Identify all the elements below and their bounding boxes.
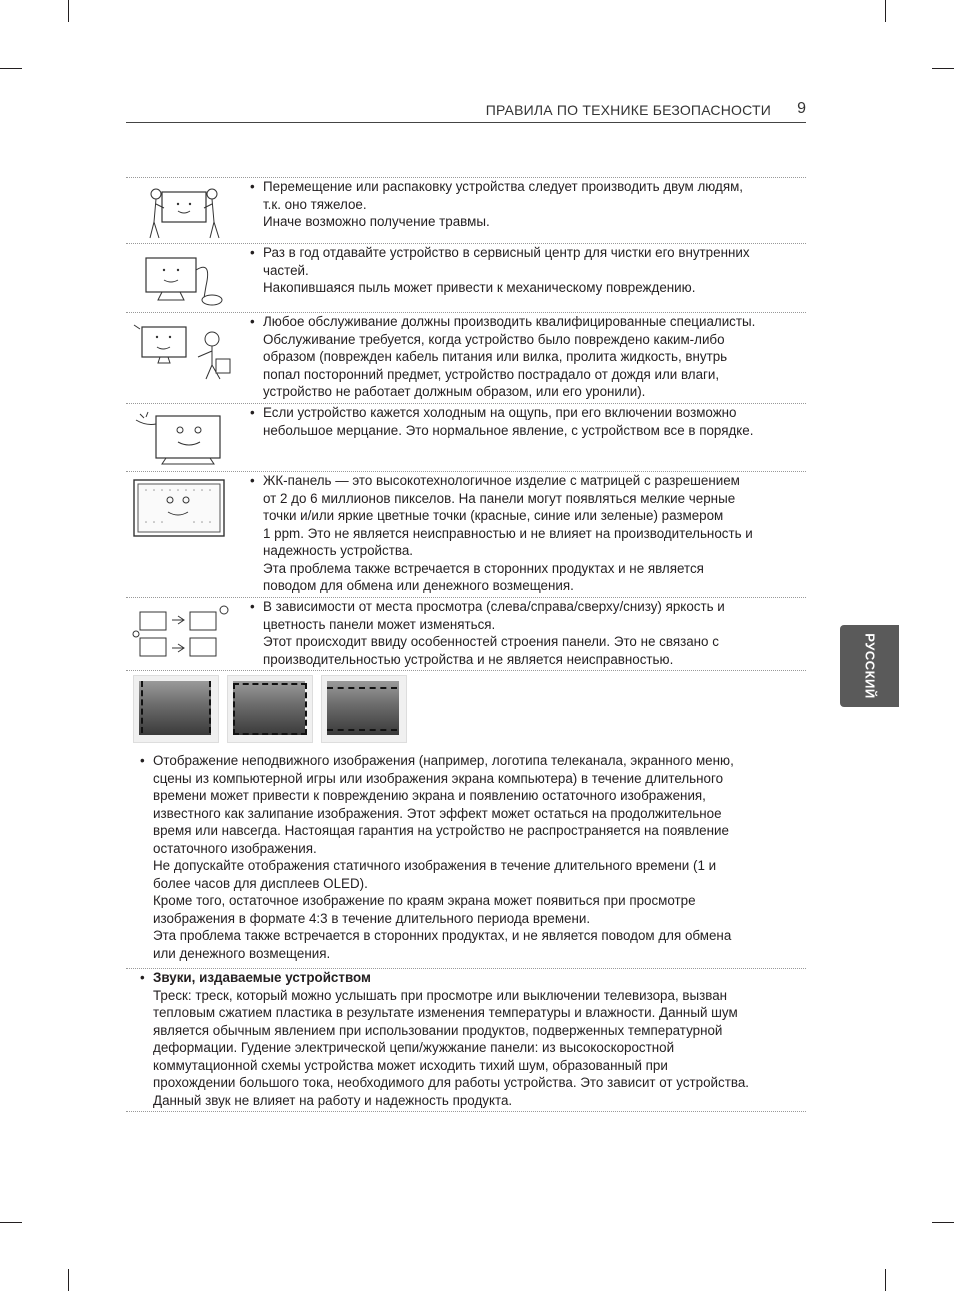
sounds-section [126,968,806,1109]
cold-tv-flicker-icon [132,410,236,468]
text-line: известного как залипание изображения. Этот эффект может остаться на продолжительное [153,805,722,821]
viewing-angle-icon [132,604,236,664]
crop-mark [932,1222,954,1223]
language-tab-label: РУССКИЙ [862,633,877,699]
page-header [126,100,806,123]
text-line: времени может привести к повреждению экрана и появлению остаточного изображения, [153,788,706,803]
retention-photo-horizontal [321,675,407,743]
tv-with-vacuum-icon [132,250,236,308]
text-line: точки и/или яркие цветные точки (красные, синие или зеленые) размером [263,508,724,523]
text-line: время или навсегда. Настоящая гарантия на устройство не распространяется на появление [153,823,729,838]
technician-servicing-tv-icon [132,319,236,383]
text-line: изображения в формате 4:3 в течение длительного периода времени. [153,910,591,926]
text-line: • Отображение неподвижного изображения (например, логотипа телеканала, экранного меню, [153,753,734,768]
list-item [249,404,789,439]
text-line: • ЖК-панель — это высокотехнологичное изделие с матрицей с разрешением [263,473,740,488]
text-line: Треск: треск, который можно услышать при просмотре или выключении телевизора, вызван [153,987,728,1003]
text-line: образом (поврежден кабель питания или вилка, пролита жидкость, внутрь [263,349,728,364]
text-line: Эта проблема также встречается в сторонних продуктах и не является [263,560,704,576]
text-line: является обычным явлением при использовании продуктов, подверженных температурной [153,1022,723,1038]
text-line: Накопившаяся пыль может привести к механическому повреждению. [263,280,696,295]
text-line: • Раз в год отдавайте устройство в сервисный центр для чистки его внутренних [263,245,750,260]
text-line: • В зависимости от места просмотра (слева/справа/сверху/снизу) яркость и [263,599,725,614]
text-line: Кроме того, остаточное изображение по краям экрана может появиться при просмотре [153,893,696,908]
text-line: частей. [263,262,309,278]
text-line: цветность панели может изменяться. [263,616,496,632]
list-item [249,313,789,401]
text-line: • Если устройство кажется холодным на ощупь, при его включении возможно [263,405,737,420]
list-item [249,178,789,231]
page-number: 9 [797,100,806,117]
text-line: надежность устройства. [263,543,413,558]
text-line: Не допускайте отображения статичного изображения в течение длительного времени (1 и [153,858,717,873]
language-tab [840,625,899,707]
text-line: или денежного возмещения. [153,945,331,961]
sounds-heading: • Звуки, издаваемые устройством [153,970,371,985]
safety-row [126,177,806,244]
two-people-carrying-tv-icon [132,184,236,240]
text-line: Этот происходит ввиду особенностей строения панели. Это не связано с [263,634,719,649]
image-retention-row [126,670,806,671]
list-item [139,969,789,1109]
safety-row [126,471,806,598]
safety-row [126,597,806,671]
safety-row [126,403,806,472]
text-line: попал посторонний предмет, устройство пострадало от дождя или влаги, [263,366,720,382]
text-line: поводом для обмена или денежного возмещения. [263,578,574,593]
retention-photo-frame [227,675,313,743]
safety-row [126,243,806,313]
text-line: более часов для дисплеев OLED). [153,875,368,891]
lcd-panel-pixels-icon [132,478,236,542]
bottom-divider [126,1111,806,1112]
text-line: коммутационной схемы устройства может исходить тихий шум, образованный при [153,1057,668,1073]
text-line: Данный звук не влияет на работу и надежность продукта. [153,1092,513,1108]
text-line: тепловым сжатием пластика в результате изменения температуры и влажности. Данный шум [153,1005,738,1020]
text-line: • Перемещение или распаковку устройства следует производить двум людям, [263,179,743,194]
text-line: производительностью устройства и не является неисправностью. [263,651,674,667]
text-line: от 2 до 6 миллионов пикселов. На панели могут появляться мелкие черные [263,490,736,506]
text-line: Эта проблема также встречается в сторонних продуктах, и не является поводом для обмена [153,928,732,943]
crop-mark [885,0,886,22]
text-line: деформации. Гудение электрической цепи/жужжание панели: из высокоскоростной [153,1040,675,1055]
text-line: устройство не работает должным образом, или его уронили). [263,384,646,399]
text-line: сцены из компьютерной игры или изображения экрана компьютера) в течение длительного [153,770,724,786]
list-item [249,598,789,668]
retention-photo-vertical [133,675,219,743]
text-line: небольшое мерцание. Это нормальное явление, с устройством все в порядке. [263,422,754,438]
safety-row [126,312,806,404]
text-line: остаточного изображения. [153,840,317,856]
crop-mark [932,68,954,69]
crop-mark [68,0,69,22]
list-item [139,752,789,962]
list-item [249,472,789,595]
text-line: 1 ppm. Это не является неисправностью и не влияет на производительность и [263,525,753,541]
crop-mark [0,1222,22,1223]
crop-mark [885,1269,886,1291]
text-line: Иначе возможно получение травмы. [263,214,490,229]
header-title: ПРАВИЛА ПО ТЕХНИКЕ БЕЗОПАСНОСТИ [485,102,771,118]
crop-mark [0,68,22,69]
text-line: т.к. оно тяжелое. [263,196,367,212]
text-line: • Любое обслуживание должны производить квалифицированные специалисты. [263,314,756,329]
text-line: прохождении большого тока, необходимого для работы устройства. Это зависит от устройства. [153,1075,749,1090]
image-retention-section [126,752,806,962]
crop-mark [68,1269,69,1291]
text-line: Обслуживание требуется, когда устройство было повреждено каким-либо [263,331,725,347]
list-item [249,244,789,297]
